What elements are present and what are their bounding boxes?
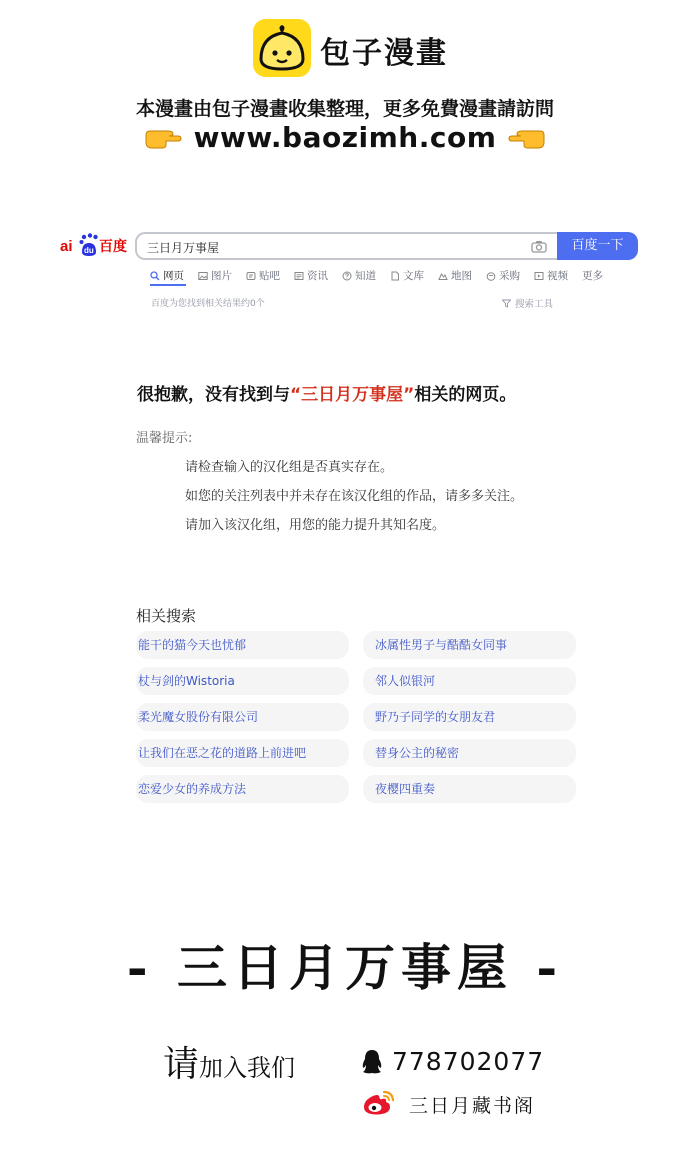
site-url-link[interactable]: www.baozimh.com xyxy=(193,120,497,154)
tieba-icon xyxy=(246,271,256,281)
tab-label: 视频 xyxy=(547,270,568,282)
baozi-mascot-icon xyxy=(253,19,311,77)
tip-line: 请检查输入的汉化组是否真实存在。 xyxy=(185,460,394,475)
tip-line: 如您的关注列表中并未存在该汉化组的作品，请多多关注。 xyxy=(185,489,524,504)
related-search-label: 恋爱少女的养成方法 xyxy=(138,782,247,796)
tab-label: 文库 xyxy=(403,270,424,282)
no-result-title-prefix: 很抱歉，没有找到与 xyxy=(137,385,290,405)
group-title: - 三日月万事屋 - xyxy=(126,938,564,997)
related-search-item[interactable] xyxy=(136,631,349,659)
no-result-keyword: “三日月万事屋” xyxy=(290,385,415,405)
related-search-label: 邻人似银河 xyxy=(375,674,436,688)
related-search-item[interactable] xyxy=(363,703,576,731)
join-us-text xyxy=(163,1036,295,1087)
related-searches-grid xyxy=(136,631,578,803)
site-name: 包子漫畫 xyxy=(320,36,448,71)
tip-label: 温馨提示: xyxy=(136,431,193,446)
tab-label: 贴吧 xyxy=(259,270,280,282)
search-tabs xyxy=(150,268,617,283)
search-input[interactable]: 三日月万事屋 xyxy=(147,241,220,255)
tab-shop[interactable] xyxy=(486,268,520,283)
baidu-logo-ai: ai xyxy=(60,238,73,255)
related-search-item[interactable] xyxy=(363,667,576,695)
question-icon xyxy=(342,271,352,281)
tip-line: 请加入该汉化组，用您的能力提升其知名度。 xyxy=(185,518,446,533)
tab-label: 采购 xyxy=(499,270,520,282)
pointing-hand-right-icon xyxy=(144,125,182,149)
camera-icon[interactable] xyxy=(531,240,547,253)
related-search-label: 替身公主的秘密 xyxy=(375,746,460,760)
join-us-big-char: 请 xyxy=(163,1044,200,1085)
search-box[interactable] xyxy=(135,232,557,260)
qq-number: 778702077 xyxy=(392,1047,545,1076)
tab-images[interactable] xyxy=(198,268,232,283)
tab-more[interactable] xyxy=(582,268,603,283)
related-search-item[interactable] xyxy=(363,631,576,659)
result-count: 百度为您找到相关结果约0个 xyxy=(151,299,265,309)
related-search-label: 让我们在恶之花的道路上前进吧 xyxy=(138,746,307,760)
tab-wenku[interactable] xyxy=(390,268,424,283)
tab-label: 资讯 xyxy=(307,270,328,282)
search-button[interactable]: 百度一下 xyxy=(557,232,638,260)
document-icon xyxy=(390,271,400,281)
tab-map[interactable] xyxy=(438,268,472,283)
active-tab-underline xyxy=(150,284,186,286)
related-search-item[interactable] xyxy=(136,667,349,695)
qq-penguin-icon xyxy=(360,1049,384,1075)
tab-tieba[interactable] xyxy=(246,268,280,283)
baidu-logo-cn: 百度 xyxy=(99,239,127,255)
pointing-hand-left-icon xyxy=(508,125,546,149)
related-search-label: 冰属性男子与酷酷女同事 xyxy=(375,638,508,652)
weibo-icon xyxy=(361,1090,395,1116)
related-searches-title: 相关搜索 xyxy=(136,607,197,625)
related-search-item[interactable] xyxy=(136,703,349,731)
related-search-item[interactable] xyxy=(363,775,576,803)
tab-label: 网页 xyxy=(163,270,184,282)
related-search-label: 夜樱四重奏 xyxy=(375,782,436,796)
related-search-label: 野乃子同学的女朋友君 xyxy=(375,710,496,724)
related-search-label: 柔光魔女股份有限公司 xyxy=(138,710,259,724)
video-icon xyxy=(534,271,544,281)
baidu-logo-du: du xyxy=(84,246,94,255)
filter-icon xyxy=(502,299,511,308)
site-tagline: 本漫畫由包子漫畫收集整理，更多免費漫畫請訪問 xyxy=(135,98,554,120)
tab-video[interactable] xyxy=(534,268,568,283)
weibo-name: 三日月藏书阁 xyxy=(409,1095,536,1117)
related-search-label: 能干的猫今天也忧郁 xyxy=(138,638,247,652)
search-tools-label: 搜索工具 xyxy=(515,299,554,310)
related-search-item[interactable] xyxy=(136,739,349,767)
related-search-item[interactable] xyxy=(363,739,576,767)
tab-news[interactable] xyxy=(294,268,328,283)
map-icon xyxy=(438,271,448,281)
tab-label: 更多 xyxy=(582,270,603,282)
baidu-logo[interactable] xyxy=(60,232,132,258)
related-search-item[interactable] xyxy=(136,775,349,803)
tab-label: 知道 xyxy=(355,270,376,282)
tab-zhidao[interactable] xyxy=(342,268,376,283)
news-icon xyxy=(294,271,304,281)
tab-label: 地图 xyxy=(451,270,472,282)
join-us-rest: 加入我们 xyxy=(199,1054,296,1082)
search-icon xyxy=(150,271,160,281)
tab-label: 图片 xyxy=(211,270,232,282)
site-url-row xyxy=(0,119,690,155)
no-result-title xyxy=(137,380,516,405)
shop-icon xyxy=(486,271,496,281)
no-result-title-suffix: 相关的网页。 xyxy=(414,385,517,405)
image-icon xyxy=(198,271,208,281)
search-tools-button[interactable] xyxy=(502,296,553,310)
related-search-label: 杖与剑的Wistoria xyxy=(138,674,235,688)
tab-web[interactable] xyxy=(150,268,184,283)
